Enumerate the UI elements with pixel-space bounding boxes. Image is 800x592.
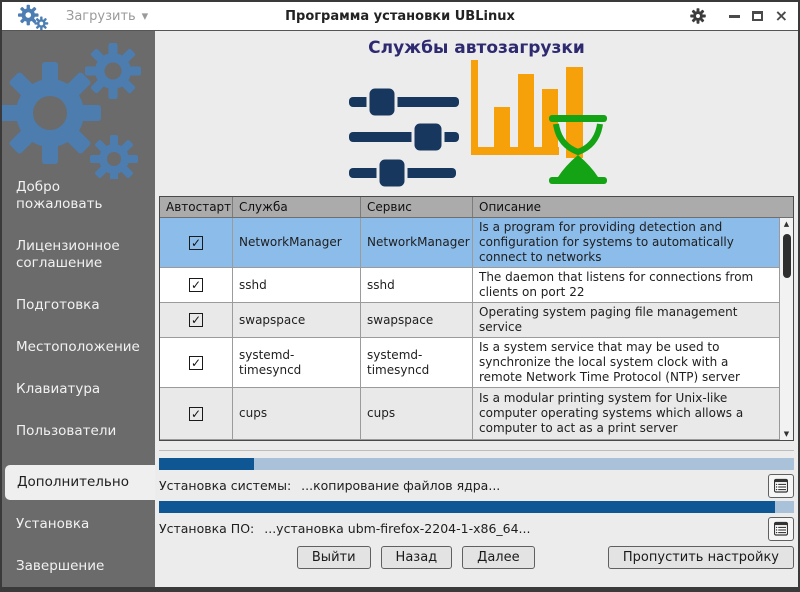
page-title: Службы автозагрузки bbox=[368, 38, 585, 58]
sidebar-item-keyboard[interactable]: Клавиатура bbox=[16, 381, 101, 397]
unit-cell: systemd-timesyncd bbox=[361, 338, 473, 387]
back-button[interactable]: Назад bbox=[381, 546, 453, 569]
exit-button[interactable]: Выйти bbox=[297, 546, 371, 569]
bottom-button-bar bbox=[159, 546, 794, 569]
table-scrollbar[interactable] bbox=[779, 218, 793, 440]
service-cell: cups bbox=[233, 388, 361, 439]
services-table bbox=[159, 196, 794, 441]
service-cell: systemd-timesyncd bbox=[233, 338, 361, 387]
autostart-checkbox[interactable] bbox=[189, 356, 203, 370]
sidebar-nav bbox=[2, 179, 155, 587]
checkmark-icon: ✓ bbox=[190, 355, 202, 370]
load-dropdown-button[interactable] bbox=[66, 9, 148, 24]
description-cell: Is a program for providing detection and configuration for systems to automatically connect to networks bbox=[479, 220, 734, 264]
description-cell: Operating system paging file management service bbox=[479, 305, 738, 334]
system-log-button[interactable] bbox=[768, 474, 794, 498]
autostart-illustration bbox=[159, 60, 794, 190]
scroll-up-icon[interactable]: ▲ bbox=[783, 220, 790, 228]
autostart-checkbox[interactable] bbox=[189, 407, 203, 421]
sidebar-item-additional[interactable]: Дополнительно bbox=[5, 465, 155, 500]
software-progress-label: Установка ПО: bbox=[159, 521, 255, 536]
table-row[interactable] bbox=[160, 218, 793, 268]
software-progress-bar bbox=[159, 501, 794, 513]
sidebar-item-installation[interactable]: Установка bbox=[16, 516, 90, 532]
autostart-checkbox[interactable] bbox=[189, 236, 203, 250]
chevron-down-icon: ▾ bbox=[141, 8, 149, 24]
service-cell: swapspace bbox=[233, 303, 361, 337]
unit-cell: NetworkManager bbox=[361, 218, 473, 267]
sidebar-item-location[interactable]: Местоположение bbox=[16, 339, 140, 355]
unit-cell: cups bbox=[361, 388, 473, 439]
table-row[interactable] bbox=[160, 338, 793, 388]
sidebar-item-preparation[interactable]: Подготовка bbox=[16, 297, 100, 313]
checkmark-icon: ✓ bbox=[190, 235, 202, 250]
system-progress-bar bbox=[159, 458, 794, 470]
scroll-down-icon[interactable]: ▼ bbox=[783, 430, 790, 438]
service-cell: sshd bbox=[233, 268, 361, 302]
window-title: Программа установки UBLinux bbox=[285, 8, 515, 24]
system-progress-status: ...копирование файлов ядра... bbox=[301, 478, 501, 493]
next-button[interactable]: Далее bbox=[462, 546, 534, 569]
load-dropdown-label: Загрузить bbox=[66, 8, 136, 24]
settings-gear-icon[interactable] bbox=[689, 7, 707, 25]
unit-cell: swapspace bbox=[361, 303, 473, 337]
service-cell: NetworkManager bbox=[233, 218, 361, 267]
column-header-unit: Сервис bbox=[361, 197, 473, 217]
sidebar-item-license[interactable]: Лицензионное соглашение bbox=[16, 238, 120, 271]
scrollbar-thumb[interactable] bbox=[783, 234, 791, 278]
column-header-service: Служба bbox=[233, 197, 361, 217]
log-notepad-icon bbox=[774, 521, 788, 536]
autostart-checkbox[interactable] bbox=[189, 278, 203, 292]
unit-cell: sshd bbox=[361, 268, 473, 302]
app-body bbox=[2, 30, 798, 587]
log-notepad-icon bbox=[774, 478, 788, 493]
close-icon[interactable]: × bbox=[774, 6, 788, 25]
table-row[interactable] bbox=[160, 303, 793, 338]
column-header-autostart: Автостарт bbox=[160, 197, 233, 217]
sidebar-item-welcome[interactable]: Добро пожаловать bbox=[16, 179, 103, 212]
sidebar bbox=[2, 31, 155, 587]
sidebar-item-users[interactable]: Пользователи bbox=[16, 423, 117, 439]
software-log-button[interactable] bbox=[768, 517, 794, 541]
app-logo-gears-icon bbox=[12, 2, 52, 30]
table-row[interactable] bbox=[160, 388, 793, 440]
sliders-icon bbox=[349, 87, 459, 188]
table-row[interactable] bbox=[160, 268, 793, 303]
maximize-icon[interactable] bbox=[752, 11, 763, 21]
sidebar-gears-logo-icon bbox=[2, 31, 155, 179]
autostart-checkbox[interactable] bbox=[189, 313, 203, 327]
software-progress-fill bbox=[159, 501, 775, 513]
title-bar bbox=[2, 2, 798, 30]
divider bbox=[159, 450, 794, 451]
services-table-body bbox=[160, 218, 793, 440]
system-progress-label: Установка системы: bbox=[159, 478, 292, 493]
description-cell: The daemon that listens for connections from clients on port 22 bbox=[479, 270, 754, 299]
services-table-header bbox=[160, 197, 793, 218]
checkmark-icon: ✓ bbox=[190, 406, 202, 421]
description-cell: Is a system service that may be used to synchronize the local system clock with a remote Network Time Protocol (NTP) server bbox=[479, 340, 740, 384]
main-panel bbox=[155, 31, 798, 587]
sidebar-item-finish[interactable]: Завершение bbox=[16, 558, 105, 574]
checkmark-icon: ✓ bbox=[190, 278, 202, 292]
software-progress-status: ...установка ubm-firefox-2204-1-x86_64... bbox=[264, 521, 531, 536]
description-cell: Is a modular printing system for Unix-like computer operating systems which allows a computer to act as a print server bbox=[479, 391, 744, 435]
skip-setup-button[interactable]: Пропустить настройку bbox=[608, 546, 794, 569]
minimize-icon[interactable] bbox=[729, 15, 740, 18]
column-header-description: Описание bbox=[479, 200, 542, 214]
system-progress-fill bbox=[159, 458, 254, 470]
checkmark-icon: ✓ bbox=[190, 313, 202, 327]
